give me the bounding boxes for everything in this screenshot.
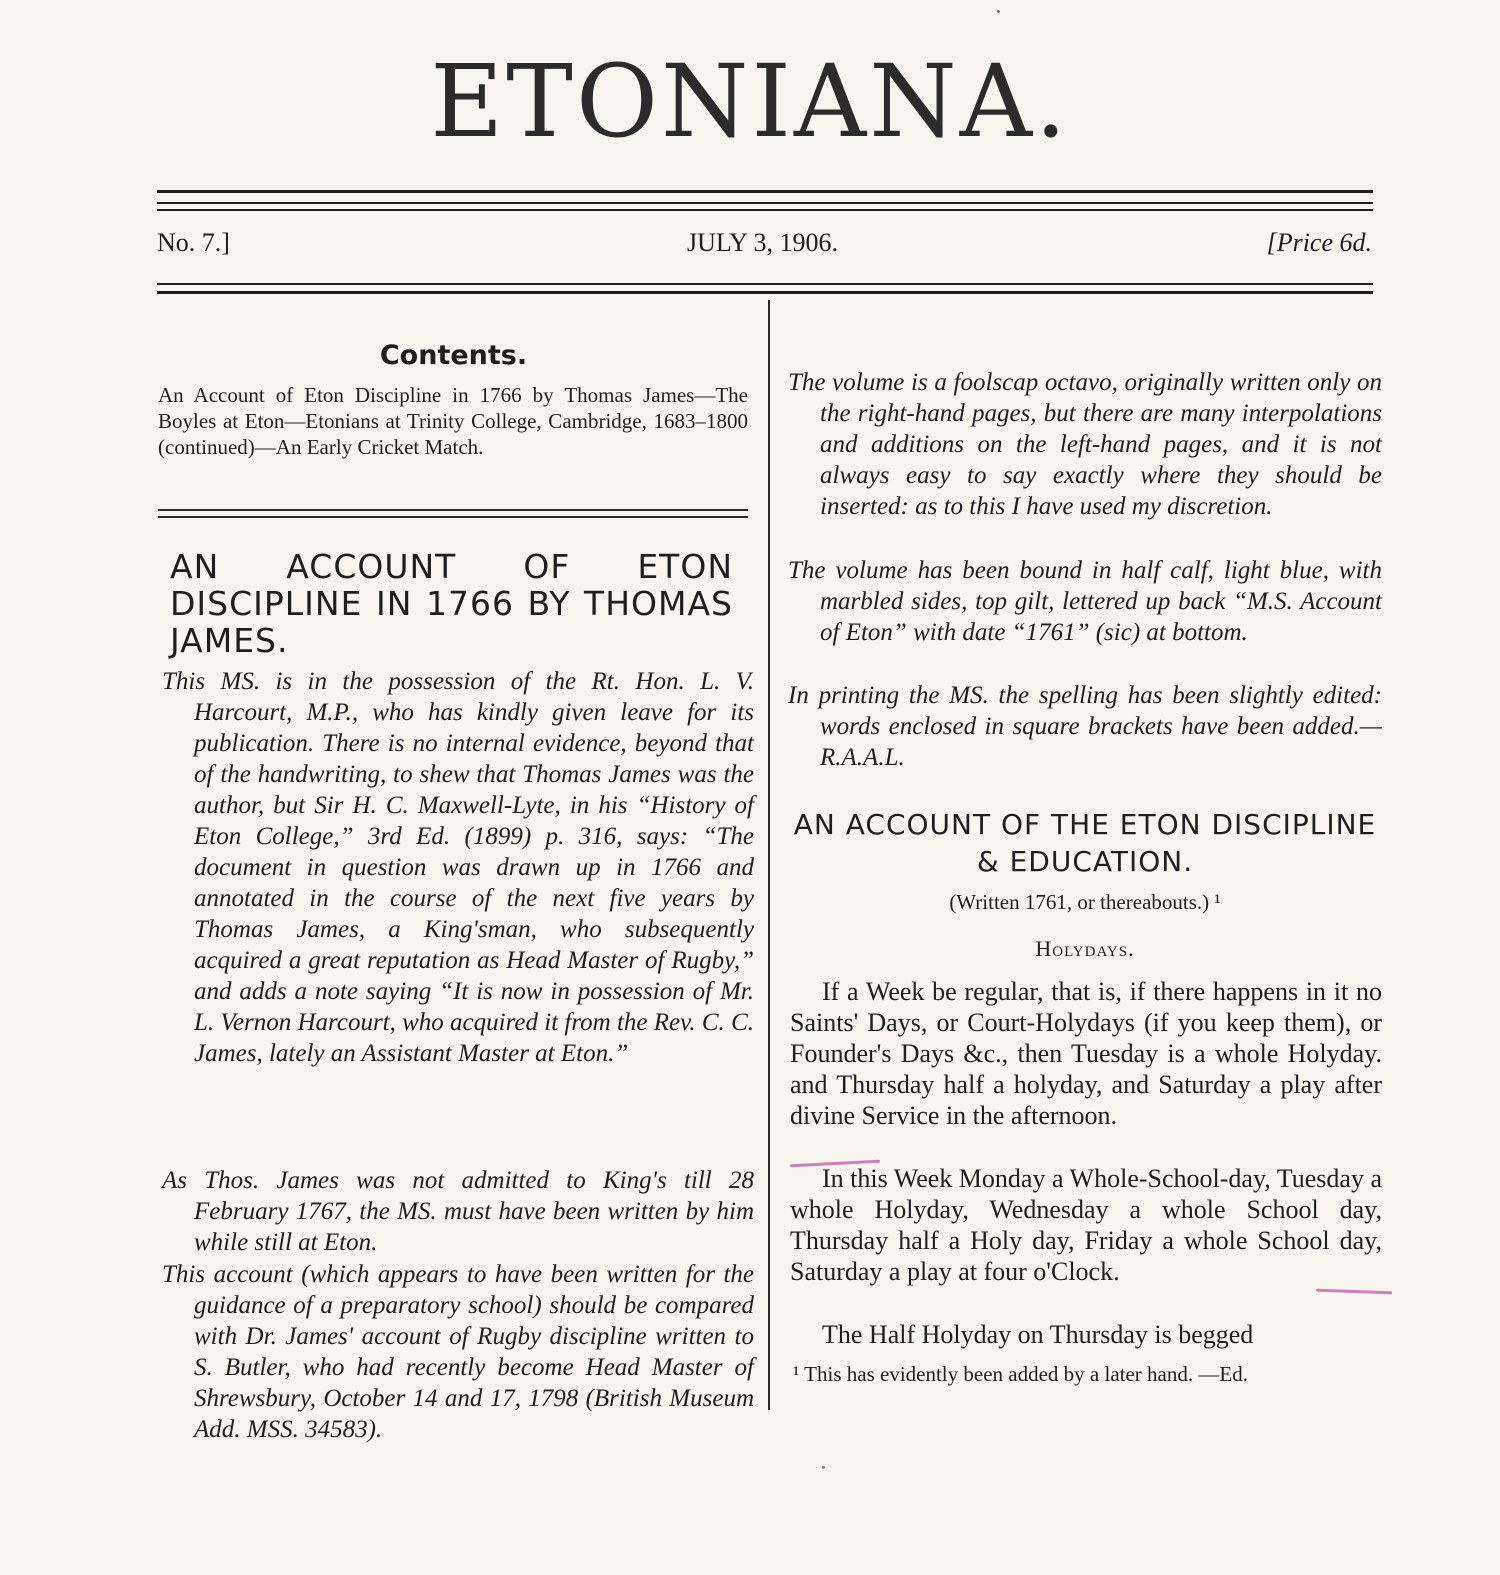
paper-speck — [822, 1466, 825, 1469]
body-paragraph: The Half Holyday on Thursday is begged — [822, 1320, 1254, 1349]
top-rule-thin — [157, 202, 1373, 204]
header-rule-thin — [157, 283, 1373, 285]
holydays-subheading: Holydays. — [1035, 936, 1135, 961]
contents-rule-2 — [158, 516, 748, 518]
intro-paragraph: This MS. is in the possession of the Rt. Hon. L. V. Harcourt, M.P., who has kindly given leave for its publication. There is no internal evidence, beyond that of the handwriting, to shew that Thomas James was the author, but Sir H. C. Maxwell-Lyte, in his “History of Eton College,” 3rd Ed. (1899) p. 316, says: “The document in question was drawn up in 1766 and annotated in the course of the next five years by Thomas James, a King'sman, who subsequently acquired a great reputation as Head Master of Rugby,” and adds a note saying “It is now in possession of Mr. L. Vernon Harcourt, who acquired it from the Rev. C. C. James, lately an Assistant Master at Eton.” — [162, 668, 754, 1067]
written-note: (Written 1761, or thereabouts.) ¹ — [949, 890, 1221, 914]
section-title: AN ACCOUNT OF THE ETON DISCIPLINE & EDUCATION. — [793, 808, 1377, 878]
intro-paragraph: The volume has been bound in half calf, light blue, with marbled sides, top gilt, lettered up back “M.S. Account of Eton” with date “1761” (sic) at bottom. — [788, 557, 1382, 646]
header-rule-thick — [157, 291, 1373, 294]
contents-text: An Account of Eton Discipline in 1766 by Thomas James—The Boyles at Eton—Etonians at Trinity College, Cambridge, 1683–1800 (continued)—An Early Cricket Match. — [158, 383, 748, 459]
body-paragraph: If a Week be regular, that is, if there happens in it no Saints' Days, or Court-Holydays (if you keep them), or Founder's Days &c., then Tuesday is a whole Holyday. and Thursday half a holyday, and Saturday a play after divine Service in the afternoon. — [790, 977, 1382, 1130]
issue-price: [Price 6d. — [1266, 228, 1372, 257]
article-title: AN ACCOUNT OF ETON DISCIPLINE IN 1766 BY THOMAS JAMES. — [170, 547, 733, 660]
intro-paragraph: The volume is a foolscap octavo, originally written only on the right-hand pages, but there are many interpolations and additions on the left-hand pages, and it is not always easy to say exactly where they should be inserted: as to this I have used my discretion. — [788, 369, 1382, 520]
masthead-title: ETONIANA. — [430, 43, 1070, 160]
footnote: ¹ This has evidently been added by a later hand. —Ed. — [793, 1362, 1248, 1386]
contents-rule-1 — [158, 509, 748, 511]
intro-paragraph: In printing the MS. the spelling has been slightly edited: words enclosed in square brackets have been added.—R.A.A.L. — [788, 682, 1382, 771]
intro-paragraph: As Thos. James was not admitted to King's till 28 February 1767, the MS. must have been written by him while still at Eton. — [162, 1167, 754, 1256]
contents-heading: Contents. — [379, 340, 528, 371]
issue-number: No. 7.] — [157, 228, 230, 257]
top-rule-thin-2 — [157, 209, 1373, 211]
column-divider — [768, 300, 770, 1410]
top-rule-thick — [157, 190, 1373, 193]
paper-speck — [997, 10, 1000, 13]
body-paragraph: In this Week Monday a Whole-School-day, Tuesday a whole Holyday, Wednesday a whole School day, Thursday half a Holy day, Friday a whole School day, Saturday a play at four o'Clock. — [790, 1164, 1382, 1286]
issue-date: JULY 3, 1906. — [687, 228, 838, 257]
intro-paragraph: This account (which appears to have been written for the guidance of a preparatory school) should be compared with Dr. James' account of Rugby discipline written to S. Butler, who had recently become Head Master of Shrewsbury, October 14 and 17, 1798 (British Museum Add. MSS. 34583). — [162, 1261, 754, 1443]
pink-underline-mark — [1316, 1289, 1392, 1295]
